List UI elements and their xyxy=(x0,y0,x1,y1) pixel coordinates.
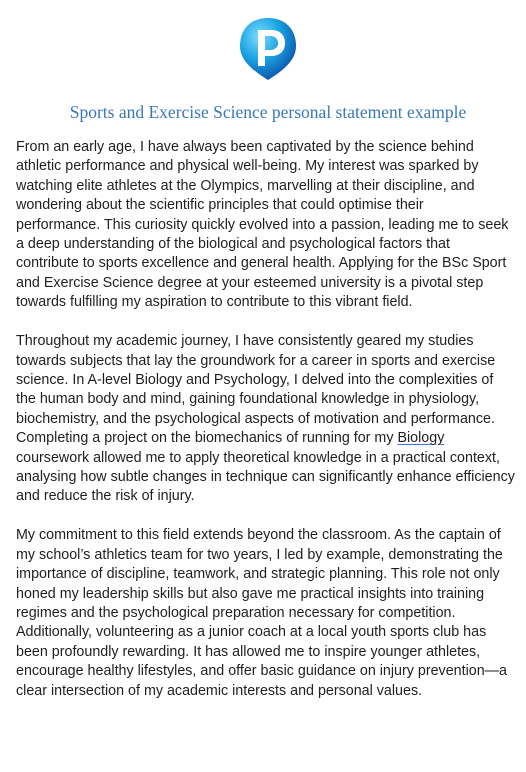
text-line: clear intersection of my academic interests and personal values. xyxy=(16,682,423,699)
p-droplet-logo-icon xyxy=(238,16,298,82)
text-line: contribute to sports excellence and general health. Applying for the BSc Sport xyxy=(16,255,507,272)
text-line: encourage healthy lifestyles, and offer basic guidance on injury prevention—a xyxy=(16,663,507,680)
text-line: towards fulfilling my aspiration to contribute to this vibrant field. xyxy=(16,294,413,311)
text-segment: Completing a project on the biomechanics of running for my xyxy=(16,430,398,447)
text-line: athletic performance and physical well-being. My interest was sparked by xyxy=(16,158,479,175)
text-line: Additionally, volunteering as a junior coach at a local youth sports club has xyxy=(16,624,487,641)
text-line: My commitment to this field extends beyond the classroom. As the captain of xyxy=(16,527,501,544)
text-line: science. In A-level Biology and Psychology, I delved into the complexities of xyxy=(16,371,494,388)
paragraph-academic xyxy=(16,332,522,507)
text-line: performance. This curiosity quickly evolved into a passion, leading me to seek xyxy=(16,216,509,233)
text-line: my school’s athletics team for two years, I led by example, demonstrating the xyxy=(16,546,503,563)
text-line: towards subjects that lay the groundwork for a career in sports and exercise xyxy=(16,352,496,369)
spellcheck-underlined-word: Biology xyxy=(397,430,445,447)
page-title: Sports and Exercise Science personal statement example xyxy=(69,102,467,122)
text-line: and reduce the risk of injury. xyxy=(16,488,195,505)
text-line: watching elite athletes at the Olympics, marvelling at their discipline, and xyxy=(16,177,475,194)
brand-logo xyxy=(238,16,298,82)
paragraph-intro xyxy=(16,138,522,313)
text-line: and Exercise Science degree at your esteemed university is a pivotal step xyxy=(16,274,484,291)
text-line: importance of discipline, teamwork, and strategic planning. This role not only xyxy=(16,566,500,583)
text-line: coursework allowed me to apply theoretical knowledge in a practical context, xyxy=(16,449,500,466)
paragraph-extracurricular xyxy=(16,526,522,701)
statement-body xyxy=(16,138,522,720)
text-line: a deep understanding of the biological and psychological factors that xyxy=(16,236,450,253)
text-line: wondering about the scientific principles that could optimise their xyxy=(16,197,424,214)
text-line: regimes and the psychological preparation necessary for competition. xyxy=(16,604,456,621)
text-line: analysing how subtle changes in technique can significantly enhance efficiency xyxy=(16,469,515,485)
text-line: Throughout my academic journey, I have consistently geared my studies xyxy=(16,333,474,350)
text-line: the human body and mind, gaining foundational knowledge in physiology, xyxy=(16,391,480,408)
text-line: been profoundly rewarding. It has allowed me to inspire younger athletes, xyxy=(16,643,481,660)
text-line: biochemistry, and the psychological aspects of motivation and performance. xyxy=(16,410,495,427)
text-line xyxy=(16,429,522,448)
text-line: honed my leadership skills but also gave me practical insights into training xyxy=(16,585,485,602)
text-line: From an early age, I have always been captivated by the science behind xyxy=(16,139,474,155)
